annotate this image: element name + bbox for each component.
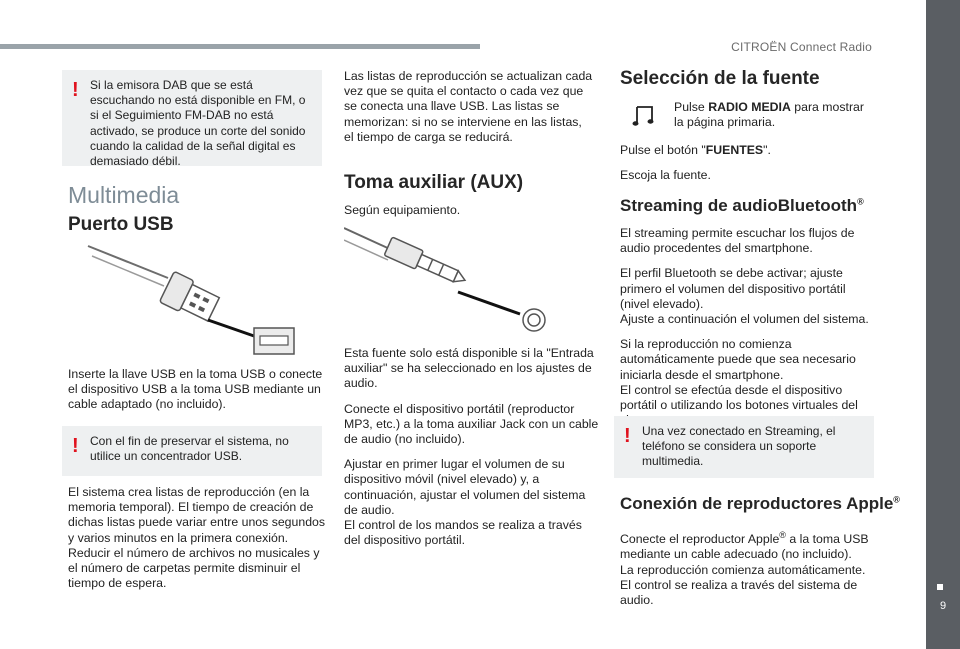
usb-heading: Puerto USB	[68, 214, 174, 235]
apple-p3: El control se realiza a través del sistema de audio.	[620, 577, 858, 607]
music-note-icon	[632, 104, 656, 128]
warning-stream	[614, 416, 874, 478]
warning-dab-text: Si la emisora DAB que se está escuchando no está disponible en FM, o si el Seguimiento FM-DAB no está activado, se produce un corte del sonido cuando la calidad de la señal digital es demasiado débil.	[90, 78, 306, 169]
apple-p1b: a la toma USB mediante un cable adecuado (no incluido).	[620, 532, 869, 562]
fuentes-label: FUENTES	[705, 143, 764, 157]
warning-hub-text: Con el fin de preservar el sistema, no utilice un concentrador USB.	[90, 434, 289, 464]
bt-p2b: Ajuste a continuación el volumen del sistema.	[620, 312, 869, 327]
aux-paragraphs	[344, 346, 600, 558]
apple-paragraphs	[620, 528, 878, 618]
page-number: 9	[939, 600, 947, 612]
apple-p1a: Conecte el reproductor Apple	[620, 532, 780, 547]
bluetooth-paragraphs	[620, 226, 878, 438]
source-p2c: ".	[763, 143, 771, 157]
aux-heading: Toma auxiliar (AUX)	[344, 172, 524, 193]
usb-p1: Inserte la llave USB en la toma USB o conecte el dispositivo USB a la toma USB mediante un cable adaptado (no incluido).	[68, 367, 323, 412]
warning-icon: !	[624, 425, 631, 447]
bt-p3a: Si la reproducción no comienza automáticamente puede que sea necesario iniciarla desde el smartphone.	[620, 337, 856, 382]
usb-paragraph-2	[68, 485, 326, 601]
bluetooth-heading-sup: ®	[857, 196, 864, 207]
source-press	[674, 100, 874, 130]
source-press-rest: para mostrar la página primaria.	[674, 100, 864, 130]
aux-p4a: Ajustar en primer lugar el volumen de su dispositivo móvil (nivel elevado) y, a continuación, ajustar el volumen del sistema de audio.	[344, 457, 586, 517]
aux-p1: Según equipamiento.	[344, 203, 461, 217]
aux-p4b: El control de los mandos se realiza a través del dispositivo portátil.	[344, 518, 582, 548]
usb-p2: El sistema crea listas de reproducción (en la memoria temporal). El tiempo de creación de dichas listas puede variar entre unos segundos y varios minutos en la primera conexión. Reducir el número de archivos no musicales y el número de carpetas permite disminuir el tiempo de espera.	[68, 485, 326, 591]
bluetooth-heading-text: Streaming de audioBluetooth	[620, 196, 858, 215]
source-press-text: Pulse	[674, 100, 709, 114]
source-steps	[620, 143, 870, 193]
playlist-p: Las listas de reproducción se actualizan cada vez que se quita el contacto o cada vez que se conecta una llave USB. Las listas se memorizan: si no se interviene en las listas, el tiempo de carga se reducirá.	[344, 69, 593, 144]
apple-p2: La reproducción comienza automáticamente.	[620, 562, 866, 577]
apple-p1-sup: ®	[779, 530, 786, 540]
source-p3: Escoja la fuente.	[620, 168, 711, 183]
warning-hub	[62, 426, 322, 476]
apple-heading-sup: ®	[893, 494, 900, 505]
usb-illustration	[68, 240, 298, 360]
bt-p1: El streaming permite escuchar los flujos de audio procedentes del smartphone.	[620, 226, 855, 256]
usb-paragraph-1	[68, 367, 324, 423]
bt-p2a: El perfil Bluetooth se debe activar; ajuste primero el volumen del dispositivo portátil (nivel elevado).	[620, 266, 846, 311]
bluetooth-heading	[620, 196, 864, 216]
page-marker	[937, 584, 943, 590]
header-rule	[0, 44, 480, 49]
warning-dab	[62, 70, 322, 169]
apple-heading	[620, 494, 900, 514]
bt-p3b: El control se efectúa desde el dispositivo portátil o utilizando los botones virtuales del	[620, 382, 858, 413]
source-p2a: Pulse el botón "	[620, 143, 706, 157]
header-brand: CITROËN Connect Radio	[731, 40, 872, 54]
aux-jack-illustration	[344, 222, 554, 334]
side-strip	[926, 0, 960, 649]
warning-stream-text: Una vez conectado en Streaming, el teléfono se considera un soporte multimedia.	[642, 424, 836, 469]
aux-p3: Conecte el dispositivo portátil (reproductor MP3, etc.) a la toma auxiliar Jack con un cable de audio (no incluido).	[344, 401, 599, 447]
warning-icon: !	[72, 435, 79, 457]
radio-media-label: RADIO MEDIA	[708, 100, 791, 114]
aux-p2: Esta fuente solo está disponible si la "Entrada auxiliar" se ha seleccionado en los ajustes de audio.	[344, 346, 594, 391]
warning-icon: !	[72, 79, 79, 101]
apple-heading-text: Conexión de reproductores Apple	[620, 494, 894, 513]
playlist-paragraph	[344, 69, 594, 155]
section-title-multimedia: Multimedia	[68, 182, 180, 208]
source-heading: Selección de la fuente	[620, 68, 820, 89]
